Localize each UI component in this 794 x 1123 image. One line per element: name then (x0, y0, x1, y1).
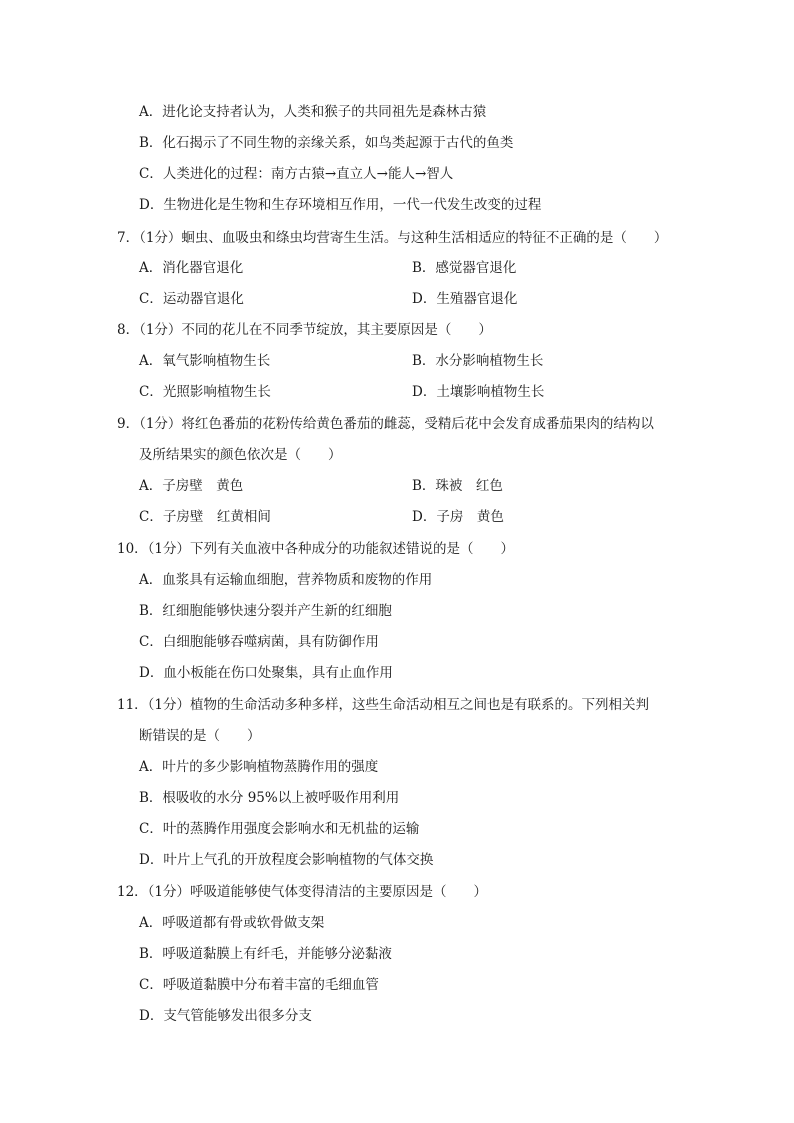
question-11-option-b: B．根吸收的水分 95%以上被呼吸作用利用 (139, 790, 400, 806)
question-11-option-a: A．叶片的多少影响植物蒸腾作用的强度 (139, 759, 379, 775)
question-9-option-a: A．子房壁 黄色 (139, 478, 244, 494)
question-9-stem-line1: 9．（1分）将红色番茄的花粉传给黄色番茄的雌蕊，受精后花中会发育成番茄果肉的结构以 (117, 416, 654, 432)
question-11-stem-line1: 11．（1分）植物的生命活动多种多样，这些生命活动相互之间也是有联系的。下列相关判 (117, 697, 650, 713)
question-11-stem-line2: 断错误的是（ ） (139, 728, 261, 744)
question-9-option-c: C．子房壁 红黄相间 (139, 509, 271, 525)
question-12-stem: 12．（1分）呼吸道能够使气体变得清洁的主要原因是（ ） (117, 884, 488, 900)
question-10-option-c: C．白细胞能够吞噬病菌，具有防御作用 (139, 634, 379, 650)
question-8-option-b: B．水分影响植物生长 (412, 353, 544, 369)
question-9-option-d: D．子房 黄色 (412, 509, 504, 525)
question-11-option-d: D．叶片上气孔的开放程度会影响植物的气体交换 (139, 852, 434, 868)
question-10-stem: 10．（1分）下列有关血液中各种成分的功能叙述错说的是（ ） (117, 541, 515, 557)
question-10-option-b: B．红细胞能够快速分裂并产生新的红细胞 (139, 603, 392, 619)
prev-option-b: B．化石揭示了不同生物的亲缘关系，如鸟类起源于古代的鱼类 (139, 135, 514, 151)
question-9-option-b: B．珠被 红色 (412, 478, 503, 494)
question-8-stem: 8．（1分）不同的花儿在不同季节绽放，其主要原因是（ ） (117, 322, 492, 338)
question-12-option-b: B．呼吸道黏膜上有纤毛，并能够分泌黏液 (139, 946, 392, 962)
question-12-option-c: C．呼吸道黏膜中分布着丰富的毛细血管 (139, 977, 379, 993)
prev-option-a: A．进化论支持者认为，人类和猴子的共同祖先是森林古猿 (139, 104, 487, 120)
question-9-stem-line2: 及所结果实的颜色依次是（ ） (139, 447, 342, 463)
question-8-option-a: A．氧气影响植物生长 (139, 353, 271, 369)
question-7-option-a: A．消化器官退化 (139, 260, 244, 276)
question-8-option-d: D．土壤影响植物生长 (412, 384, 545, 400)
question-11-option-c: C．叶的蒸腾作用强度会影响水和无机盐的运输 (139, 821, 420, 837)
question-10-option-a: A．血浆具有运输血细胞，营养物质和废物的作用 (139, 572, 433, 588)
question-12-option-a: A．呼吸道都有骨或软骨做支架 (139, 915, 325, 931)
question-7-stem: 7．（1分）蛔虫、血吸虫和绦虫均营寄生生活。与这种生活相适应的特征不正确的是（ ） (117, 230, 668, 246)
question-8-option-c: C．光照影响植物生长 (139, 384, 271, 400)
question-7-option-b: B．感觉器官退化 (412, 260, 517, 276)
question-7-option-c: C．运动器官退化 (139, 291, 244, 307)
question-12-option-d: D．支气管能够发出很多分支 (139, 1008, 312, 1024)
prev-option-d: D．生物进化是生物和生存环境相互作用，一代一代发生改变的过程 (139, 197, 542, 213)
prev-option-c: C．人类进化的过程：南方古猿→直立人→能人→智人 (139, 166, 454, 182)
question-10-option-d: D．血小板能在伤口处聚集，具有止血作用 (139, 665, 393, 681)
question-7-option-d: D．生殖器官退化 (412, 291, 518, 307)
